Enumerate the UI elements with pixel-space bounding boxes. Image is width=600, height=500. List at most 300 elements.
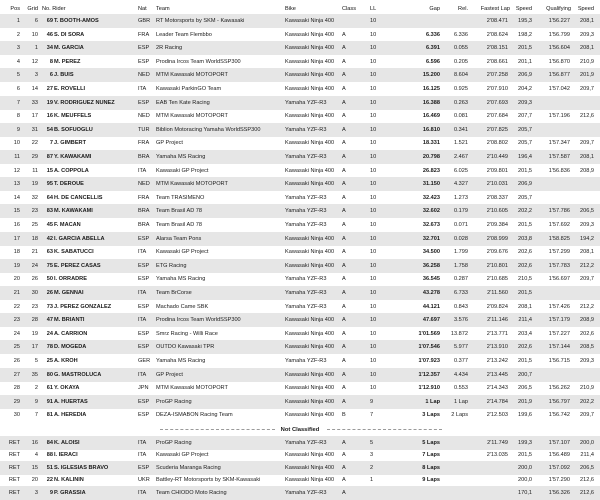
ret-cell-lap — [470, 486, 508, 500]
result-cell-cls: A — [342, 317, 346, 324]
result-cell-gap: 26.823 — [422, 167, 440, 174]
result-cell-no: 6 — [49, 72, 53, 79]
result-cell-bike: Yamaha YZF-R3 — [285, 358, 327, 364]
result-cell-pos: 2 — [16, 31, 20, 38]
result-cell-lsp: 207,7 — [518, 113, 532, 120]
result-cell-lsp: 199,6 — [518, 412, 532, 419]
result-cell-nat: ESP — [138, 344, 150, 351]
ret-cell-ll: 5 — [370, 440, 374, 446]
result-cell-lsp: 205,7 — [518, 140, 532, 147]
result-cell-ll: 10 — [370, 276, 377, 283]
result-cell-cls: A — [342, 276, 346, 283]
result-cell-lap: 2'10.801 — [486, 262, 508, 269]
result-cell-ll: 10 — [370, 208, 377, 215]
result-cell-team: Leader Team Flembbo — [156, 31, 212, 38]
result-cell-pos: 11 — [14, 154, 20, 160]
result-cell-rel: 6.733 — [454, 290, 468, 296]
result-cell-lap: 2'13.242 — [486, 358, 508, 364]
result-cell-gap: 16.125 — [422, 86, 440, 92]
result-cell-qsp: 209,3 — [580, 358, 594, 364]
result-cell-bike: Kawasaki Ninja 400 — [285, 31, 335, 38]
result-cell-gap: 1'07.923 — [418, 358, 440, 364]
result-cell-rel: 1 Lap — [454, 398, 468, 405]
result-cell-team: Kawasaki ParkinGO Team — [156, 86, 222, 92]
result-cell-rel: 0.377 — [454, 358, 468, 364]
result-cell-rider: I. ORRADRE — [54, 276, 87, 283]
result-cell-qsp: 208,1 — [580, 154, 594, 160]
ret-cell-gap: 5 Laps — [422, 440, 440, 446]
result-cell-q — [532, 96, 570, 110]
result-cell-cls: A — [342, 249, 346, 256]
result-cell-pos: 1 — [16, 18, 20, 24]
result-cell-team: RT Motorsports by SKM - Kawasaki — [156, 18, 245, 24]
result-cell-lap: 2'13.445 — [486, 371, 508, 378]
result-cell-rider: E. PEREZ CASAS — [54, 262, 101, 269]
result-cell-lap: 2'10.031 — [486, 181, 508, 188]
result-cell-team: Yamaha MS Racing — [156, 154, 206, 160]
result-cell-lsp: 209,3 — [518, 99, 532, 106]
ret-cell-q: 1'57.092 — [548, 464, 570, 471]
result-cell-pos: 18 — [13, 249, 20, 256]
result-cell-qsp: 209,7 — [580, 412, 594, 419]
result-cell-nat: ESP — [138, 58, 150, 65]
result-cell-grid: 22 — [31, 140, 38, 147]
result-cell-ll: 10 — [370, 235, 377, 242]
header-rider: No. Rider — [42, 6, 66, 12]
table-row — [0, 109, 600, 123]
result-cell-gap: 20.798 — [422, 154, 440, 160]
result-cell-grid: 26 — [31, 276, 38, 283]
result-cell-team: Kawasaki GP Project — [156, 249, 209, 256]
ret-cell-lsp: 200,0 — [518, 464, 532, 471]
result-cell-cls: A — [342, 167, 346, 174]
result-cell-nat: ESP — [138, 99, 150, 106]
ret-cell-pos: RET — [8, 464, 20, 471]
result-cell-lap: 2'13.910 — [486, 344, 508, 351]
result-cell-qsp: 209,3 — [580, 222, 594, 228]
result-cell-grid: 28 — [31, 317, 38, 324]
result-cell-pos: 15 — [13, 208, 20, 215]
result-cell-qsp: 208,1 — [580, 249, 594, 256]
result-cell-grid: 7 — [34, 412, 38, 419]
result-cell-nat: ESP — [138, 303, 150, 310]
result-cell-bike: Kawasaki Ninja 400 — [285, 249, 335, 256]
result-cell-rel: 0.028 — [454, 235, 468, 242]
result-cell-no: 81 — [46, 412, 53, 419]
result-cell-pos: 7 — [16, 99, 20, 106]
result-cell-q — [532, 286, 570, 300]
result-cell-pos: 24 — [13, 330, 20, 337]
result-cell-gap — [400, 14, 440, 28]
ret-cell-gap: 9 Laps — [422, 477, 440, 484]
ret-cell-no: 84 — [46, 440, 53, 446]
result-cell-q — [532, 123, 570, 137]
result-cell-pos: 19 — [13, 262, 20, 269]
result-cell-rider: S. DI SORA — [54, 31, 85, 38]
result-cell-cls: A — [342, 154, 346, 160]
result-cell-pos: 28 — [13, 385, 20, 392]
result-cell-pos: 25 — [13, 344, 20, 351]
result-cell-no: 19 — [46, 99, 53, 106]
result-cell-bike: Yamaha YZF-R3 — [285, 154, 327, 160]
result-cell-pos: 21 — [13, 290, 20, 296]
result-cell-grid: 19 — [31, 330, 38, 337]
result-cell-rider: M. GARCIA — [54, 45, 84, 52]
ret-cell-ll: 3 — [370, 452, 374, 459]
result-cell-nat: ESP — [138, 330, 150, 337]
result-cell-lap: 2'08.337 — [486, 194, 508, 201]
result-cell-grid: 35 — [31, 371, 38, 378]
result-cell-nat: ITA — [138, 167, 147, 174]
result-cell-q: 1'58.825 — [548, 235, 570, 242]
result-cell-lsp: 201,5 — [518, 45, 532, 52]
result-cell-nat: FRA — [138, 140, 150, 147]
table-row — [0, 150, 600, 164]
not-classified-label: Not Classified — [280, 427, 320, 433]
result-cell-lap: 2'09.384 — [486, 222, 508, 228]
header-gap: Gap — [429, 6, 440, 12]
result-cell-gap: 44.121 — [422, 303, 440, 310]
result-cell-pos: 3 — [16, 45, 20, 52]
ret-cell-cls: A — [342, 477, 346, 484]
result-cell-cls — [342, 14, 352, 28]
result-cell-team: ETG Racing — [156, 262, 187, 269]
ret-cell-no: 51 — [46, 464, 53, 471]
result-cell-lsp: 206,5 — [518, 385, 532, 392]
ret-cell-q: 1'57.290 — [548, 477, 570, 484]
result-cell-team: Alarsa Team Pons — [156, 235, 202, 242]
ret-cell-ll: 1 — [370, 477, 374, 484]
result-cell-ll: 10 — [370, 58, 377, 65]
result-cell-ll: 10 — [370, 194, 377, 201]
ret-cell-lsp: 170,1 — [518, 489, 532, 496]
result-cell-bike: Kawasaki Ninja 400 — [285, 412, 335, 419]
result-cell-rider: M. BRIANTI — [54, 317, 85, 324]
ret-cell-bike: Yamaha YZF-R3 — [285, 489, 327, 496]
result-cell-grid: 23 — [31, 208, 38, 215]
result-cell-no: 83 — [46, 208, 53, 215]
ret-cell-no: 9 — [49, 489, 53, 496]
result-cell-lap: 2'10.685 — [486, 276, 508, 283]
result-cell-grid: 5 — [34, 358, 38, 364]
result-cell-lsp: 196,4 — [518, 154, 532, 160]
result-cell-gap: 32.673 — [422, 222, 440, 228]
ret-cell-nat: ESP — [138, 464, 150, 471]
result-cell-lsp: 203,8 — [518, 235, 532, 242]
ret-cell-ll: 2 — [370, 464, 374, 471]
result-cell-qsp: 209,7 — [580, 140, 594, 147]
result-cell-ll: 10 — [370, 317, 377, 324]
result-cell-cls: A — [342, 208, 346, 215]
table-row — [0, 486, 600, 500]
result-cell-cls: A — [342, 58, 346, 65]
result-cell-pos: 6 — [16, 86, 20, 92]
result-cell-no: 42 — [46, 235, 53, 242]
result-cell-no: 80 — [46, 371, 53, 378]
ret-cell-nat: ITA — [138, 440, 147, 446]
result-cell-qsp: 212,6 — [580, 113, 594, 120]
result-cell-lsp: 201,1 — [518, 58, 532, 65]
table-row — [0, 82, 600, 96]
result-cell-no: 95 — [46, 181, 53, 188]
table-row — [0, 245, 600, 259]
result-cell-lsp: 200,7 — [518, 371, 532, 378]
result-cell-qsp: 209,7 — [580, 86, 594, 92]
result-cell-bike: Kawasaki Ninja 400 — [285, 18, 335, 24]
result-cell-grid: 17 — [31, 113, 38, 120]
result-cell-gap: 34.500 — [422, 249, 440, 256]
result-cell-team: Team Brasil AD 78 — [156, 208, 203, 215]
result-cell-q: 1'57.786 — [548, 208, 570, 215]
result-cell-q: 1'56.227 — [548, 18, 570, 24]
result-cell-cls: A — [342, 262, 346, 269]
result-cell-bike: Kawasaki Ninja 400 — [285, 235, 335, 242]
result-cell-qsp: 210,9 — [580, 58, 594, 65]
result-cell-nat: GER — [138, 358, 151, 364]
result-cell-qsp: 206,5 — [580, 208, 594, 215]
result-cell-nat: ESP — [138, 45, 150, 52]
result-cell-bike: Kawasaki Ninja 400 — [285, 72, 335, 79]
result-cell-lap: 2'14.784 — [486, 398, 508, 405]
result-cell-ll: 10 — [370, 86, 377, 92]
result-cell-rider: A. HEREDIA — [54, 412, 87, 419]
result-cell-cls: A — [342, 99, 346, 106]
result-cell-gap: 32.423 — [422, 194, 440, 201]
result-cell-gap: 36.545 — [422, 276, 440, 283]
result-cell-rider: B. SOFUOGLU — [54, 126, 93, 133]
result-cell-rider: J. PEREZ GONZALEZ — [54, 303, 112, 310]
result-cell-pos: 20 — [13, 276, 20, 283]
result-cell-cls: A — [342, 358, 346, 364]
result-cell-nat: FRA — [138, 194, 150, 201]
header-pos: Pos — [10, 6, 20, 12]
ret-cell-bike: Kawasaki Ninja 400 — [285, 464, 335, 471]
result-cell-qsp: 202,6 — [580, 330, 594, 337]
result-cell-q: 1'56.870 — [548, 58, 570, 65]
result-cell-lap: 2'10.449 — [486, 154, 508, 160]
result-cell-rel: 2.467 — [454, 154, 468, 160]
result-cell-no: 50 — [46, 276, 53, 283]
result-cell-cls: A — [342, 72, 346, 79]
result-cell-cls: A — [342, 140, 346, 147]
ret-cell-nat: ITA — [138, 452, 147, 459]
result-cell-pos: 27 — [13, 371, 20, 378]
ret-cell-gap: 7 Laps — [422, 452, 440, 459]
ret-cell-qsp: 212,6 — [580, 477, 594, 484]
result-cell-no: 54 — [46, 126, 53, 133]
result-cell-rider: A. COPPOLA — [54, 167, 89, 174]
result-cell-rider: M. KAWAKAMI — [54, 208, 93, 215]
result-cell-rel: 0.925 — [454, 86, 468, 92]
result-cell-rider: K. MEUFFELS — [54, 113, 92, 120]
result-cell-qsp: 212,2 — [580, 262, 594, 269]
result-cell-q: 1'57.426 — [548, 303, 570, 310]
result-cell-qsp: 201,9 — [580, 72, 594, 79]
result-cell-nat: BRA — [138, 154, 150, 160]
result-cell-lsp: 195,3 — [518, 18, 532, 24]
result-cell-gap: 43.278 — [422, 290, 440, 296]
table-row — [0, 300, 600, 314]
ret-cell-cls: A — [342, 464, 346, 471]
header-class: Class — [342, 6, 356, 12]
table-row — [0, 354, 600, 368]
result-cell-bike: Yamaha YZF-R3 — [285, 276, 327, 283]
ret-cell-bike: Yamaha YZF-R3 — [285, 440, 327, 446]
ret-cell-team: Scuderia Maranga Racing — [156, 464, 221, 471]
result-cell-team: Biblion Motoracing Yamaha WorldSSP300 — [156, 126, 261, 133]
table-row — [0, 164, 600, 178]
result-cell-qsp: 209,7 — [580, 276, 594, 283]
result-cell-rider: K. SABATUCCI — [54, 249, 94, 256]
result-cell-rel: 4.327 — [454, 181, 468, 188]
result-cell-qsp — [570, 286, 594, 300]
result-cell-lsp: 201,5 — [518, 358, 532, 364]
result-cell-team: Yamaha MS Racing — [156, 276, 206, 283]
result-cell-lsp: 204,2 — [518, 86, 532, 92]
table-row — [0, 28, 600, 42]
result-cell-grid: 23 — [31, 303, 38, 310]
result-cell-bike: Kawasaki Ninja 400 — [285, 262, 335, 269]
ret-cell-rider: I. IERACI — [54, 452, 78, 459]
result-cell-lsp: 202,6 — [518, 344, 532, 351]
ret-cell-cls: A — [342, 489, 346, 496]
result-cell-qsp: 209,3 — [580, 31, 594, 38]
result-cell-qsp: 208,1 — [580, 45, 594, 52]
result-cell-grid: 33 — [31, 99, 38, 106]
result-cell-no: 8 — [49, 58, 53, 65]
result-cell-ll: 10 — [370, 154, 377, 160]
result-cell-nat: NED — [138, 181, 150, 188]
result-cell-team: OUTDO Kawasaki TPR — [156, 344, 215, 351]
result-cell-pos: 26 — [13, 358, 20, 364]
result-cell-q: 1'56.697 — [548, 276, 570, 283]
result-cell-qsp — [570, 368, 594, 382]
result-cell-lap: 2'12.503 — [486, 412, 508, 419]
ret-cell-qsp: 212,6 — [580, 489, 594, 496]
table-row — [0, 313, 600, 327]
result-cell-gap: 18.331 — [422, 140, 440, 147]
ret-cell-no: 22 — [46, 477, 53, 484]
not-classified-separator — [0, 424, 600, 436]
ret-cell-grid: 20 — [31, 477, 38, 484]
result-cell-ll: 10 — [370, 140, 377, 147]
result-cell-q: 1'57.783 — [548, 262, 570, 269]
result-cell-nat: FRA — [138, 31, 150, 38]
result-cell-gap: 6.596 — [426, 58, 440, 65]
result-cell-rider: D. MOGEDA — [54, 344, 87, 351]
result-cell-ll: 10 — [370, 45, 377, 52]
result-cell-cls: A — [342, 126, 346, 133]
result-cell-nat: BRA — [138, 222, 150, 228]
result-cell-lsp: 198,2 — [518, 31, 532, 38]
result-cell-gap: 1'07.546 — [418, 344, 440, 351]
ret-cell-team: Team CHIODO Moto Racing — [156, 489, 227, 496]
result-cell-bike: Yamaha YZF-R3 — [285, 222, 327, 228]
result-cell-lap: 2'08.471 — [486, 18, 508, 24]
result-cell-bike: Yamaha YZF-R3 — [285, 290, 327, 296]
result-cell-team: MTM Kawasaki MOTOPORT — [156, 72, 228, 79]
result-cell-qsp — [570, 191, 594, 205]
result-cell-grid: 17 — [31, 344, 38, 351]
result-cell-lap: 2'07.825 — [486, 126, 508, 133]
result-cell-no: 63 — [46, 249, 53, 256]
result-cell-qsp: 208,9 — [580, 317, 594, 324]
ret-cell-qsp: 200,0 — [580, 440, 594, 446]
result-cell-grid: 3 — [34, 72, 38, 79]
result-cell-bike: Kawasaki Ninja 400 — [285, 86, 335, 92]
result-cell-bike: Kawasaki Ninja 400 — [285, 385, 335, 392]
ret-cell-gap — [400, 486, 440, 500]
result-cell-rider: Y. OKAYA — [54, 385, 80, 392]
ret-cell-team: Kawasaki GP Project — [156, 452, 209, 459]
result-cell-pos: 12 — [13, 167, 20, 174]
table-row — [0, 14, 600, 28]
result-cell-nat: ESP — [138, 235, 150, 242]
result-cell-no: 69 — [46, 18, 53, 24]
result-cell-gap: 16.810 — [422, 126, 440, 133]
result-cell-nat: NED — [138, 113, 150, 120]
result-cell-qsp: 194,2 — [580, 235, 594, 242]
result-cell-pos: 22 — [13, 303, 20, 310]
result-cell-no: 45 — [46, 222, 53, 228]
result-cell-team: GP Project — [156, 371, 183, 378]
result-cell-q: 1'57.347 — [548, 140, 570, 147]
result-cell-rider: H. DE CANCELLIS — [54, 194, 103, 201]
result-cell-rel: 0.341 — [454, 126, 468, 133]
result-cell-lsp: 201,5 — [518, 222, 532, 228]
result-cell-ll: 10 — [370, 303, 377, 310]
result-cell-bike: Kawasaki Ninja 400 — [285, 140, 335, 147]
ret-cell-lsp: 200,0 — [518, 477, 532, 484]
result-cell-lap: 2'09.824 — [486, 303, 508, 310]
result-cell-ll: 10 — [370, 18, 377, 24]
result-cell-rider: G. MASTROLUCA — [54, 371, 102, 378]
table-row — [0, 123, 600, 137]
table-row — [0, 381, 600, 395]
result-cell-team: Kawasaki GP Project — [156, 167, 209, 174]
result-cell-q: 1'57.299 — [548, 249, 570, 256]
ret-cell-lsp: 199,3 — [518, 440, 532, 446]
result-cell-pos: 4 — [16, 58, 20, 65]
result-cell-nat: ITA — [138, 371, 147, 378]
result-cell-no: 78 — [46, 344, 53, 351]
ret-cell-rider: K. ALOISI — [54, 440, 80, 446]
result-cell-no: 25 — [46, 358, 53, 364]
result-cell-grid: 2 — [34, 385, 38, 392]
result-cell-bike: Kawasaki Ninja 400 — [285, 371, 335, 378]
result-cell-team: MTM Kawasaki MOTOPORT — [156, 181, 228, 188]
table-row — [0, 136, 600, 150]
result-cell-bike: Kawasaki Ninja 400 — [285, 344, 335, 351]
result-cell-rider: J. GIMBERT — [54, 140, 87, 147]
result-cell-gap: 1 Lap — [425, 398, 440, 405]
ret-cell-lsp: 201,5 — [518, 452, 532, 459]
result-cell-lsp: 210,5 — [518, 276, 532, 283]
result-cell-gap: 32.602 — [422, 208, 440, 215]
result-cell-rel: 2 Laps — [451, 412, 468, 419]
result-cell-lap: 2'07.910 — [486, 86, 508, 92]
result-cell-q: 1'57.227 — [548, 330, 570, 337]
result-cell-grid: 30 — [31, 290, 38, 296]
table-row — [0, 327, 600, 341]
result-cell-q: 1'57.587 — [548, 154, 570, 160]
ret-cell-pos: RET — [8, 477, 20, 484]
result-cell-nat: NED — [138, 72, 150, 79]
result-cell-lsp: 201,5 — [518, 290, 532, 296]
result-cell-lsp: 203,4 — [518, 330, 532, 337]
result-cell-q: 1'56.604 — [548, 45, 570, 52]
result-cell-team: ProGP Racing — [156, 398, 192, 405]
